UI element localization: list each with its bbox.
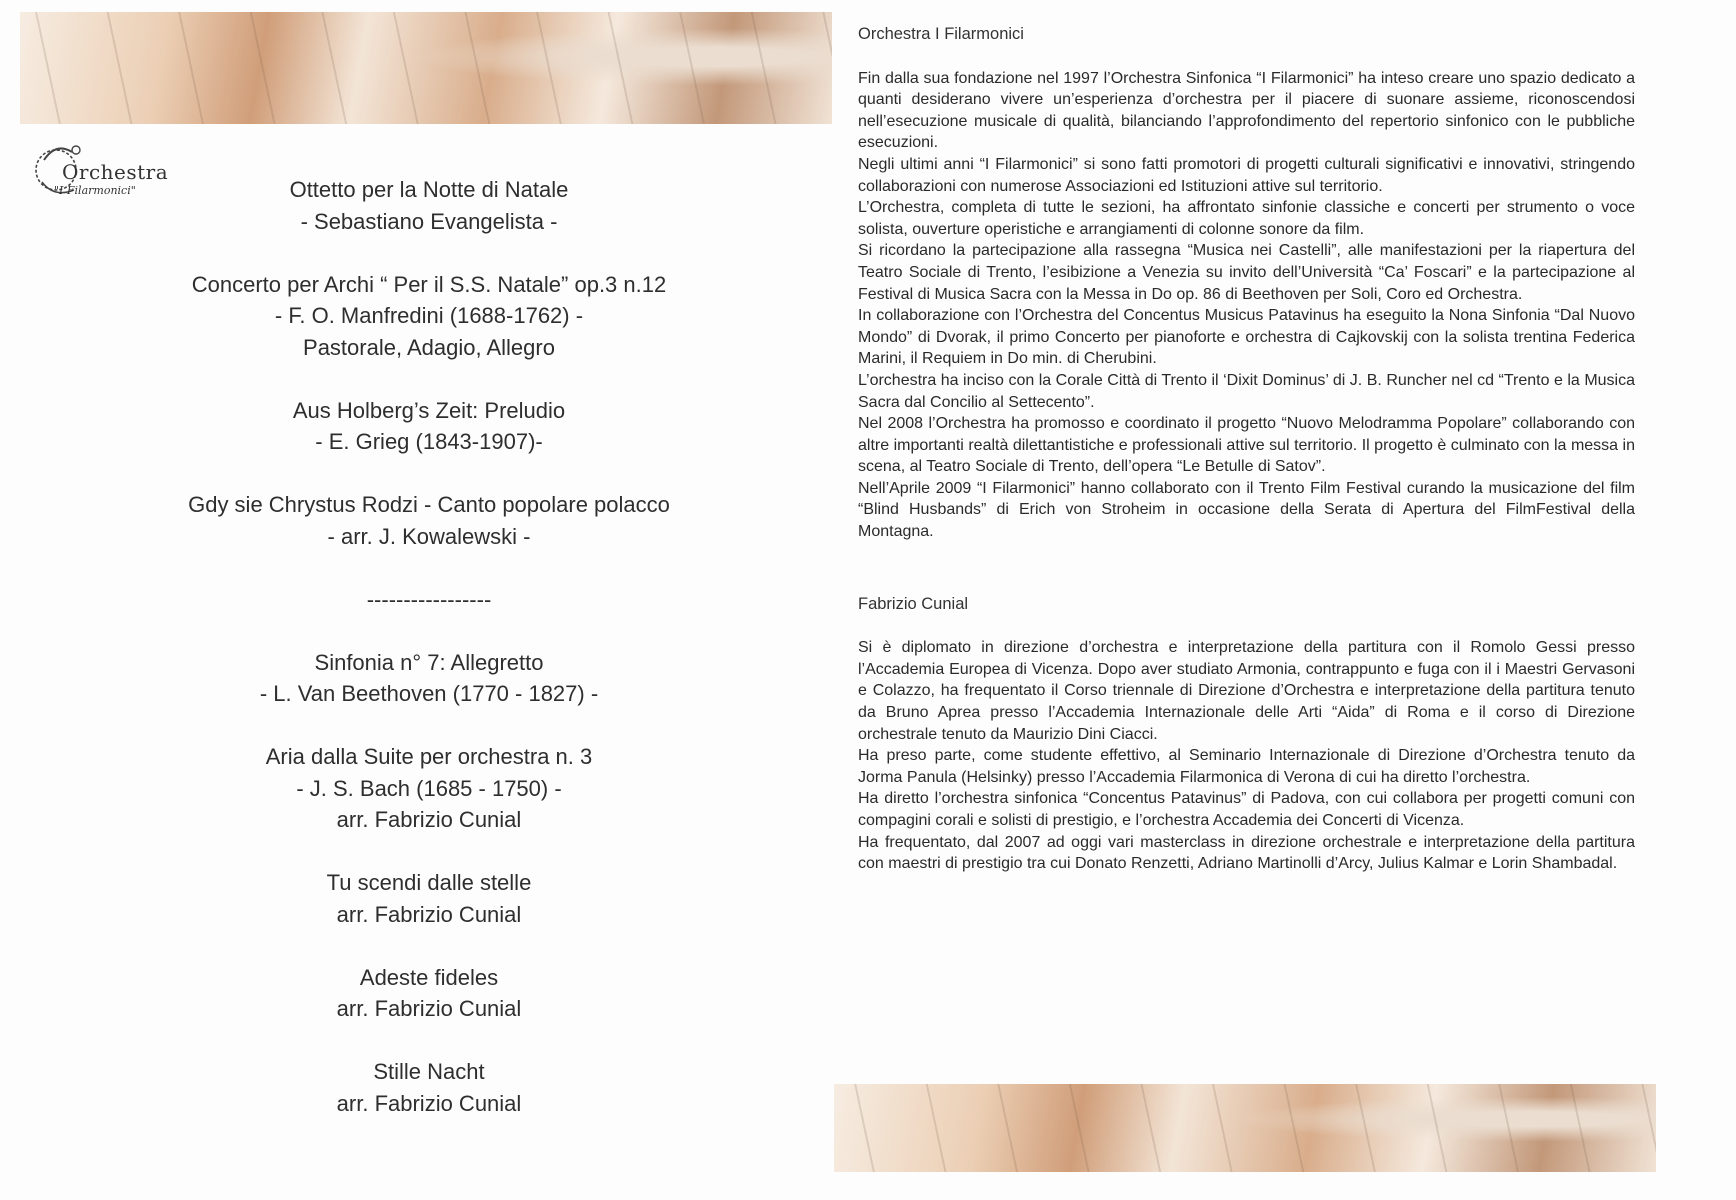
program-line: Gdy sie Chrystus Rodzi - Canto popolare polacco: [188, 492, 670, 517]
violin-banner-image: [834, 1084, 1656, 1172]
program-line: Stille Nacht: [373, 1059, 485, 1084]
program-line: Aus Holberg’s Zeit: Preludio: [292, 397, 566, 423]
program-item: [128, 647, 730, 710]
program-line: arr. Fabrizio Cunial: [336, 996, 522, 1021]
conductor-paragraph: Ha preso parte, come studente effettivo, al Seminario Internazionale di Direzione d’Orchestra tenuto da Jorma Panula (Helsinky) presso l’Accademia Filarmonica di Verona di cui ha diretto l’orchestra.: [858, 747, 1635, 786]
concert-program: [128, 174, 730, 1151]
program-item: [128, 269, 730, 364]
conductor-heading: Fabrizio Cunial: [858, 594, 969, 613]
logo-text-filarmonici: "I Filarmonici": [54, 184, 136, 197]
program-item: [128, 1056, 730, 1119]
program-line: arr. Fabrizio Cunial: [336, 807, 522, 832]
program-line: arr. Fabrizio Cunial: [336, 901, 522, 927]
program-line: - Sebastiano Evangelista -: [300, 208, 558, 234]
program-line: Ottetto per la Notte di Natale: [289, 177, 569, 202]
orchestra-paragraph: L’orchestra ha inciso con la Corale Città di Trento il ‘Dixit Dominus’ di J. B. Runcher nel cd “Trento e la Musica Sacra dal Concilio al Settecento”.: [858, 371, 1635, 411]
program-line: - arr. J. Kowalewski -: [327, 523, 531, 549]
orchestra-paragraph: Negli ultimi anni “I Filarmonici” si sono fatti promotori di progetti culturali significativi e innovativi, stringendo collaborazioni con numerose Associazioni ed Istituzioni attive sul territorio.: [858, 155, 1635, 195]
program-item: [128, 741, 730, 836]
orchestra-paragraph: L’Orchestra, completa di tutte le sezioni, ha affrontato sinfonie classiche e concerti per strumento o voce solista, ouverture operistiche e arrangiamenti di colonne sonore da film.: [858, 199, 1635, 238]
program-line: Sinfonia n° 7: Allegretto: [314, 649, 544, 675]
program-item: [128, 174, 730, 237]
program-line: Tu scendi dalle stelle: [326, 870, 532, 895]
program-line: - L. Van Beethoven (1770 - 1827) -: [259, 681, 599, 706]
logo-text-orchestra: Orchestra: [62, 160, 169, 184]
orchestra-paragraph: Nel 2008 l’Orchestra ha promosso e coordinato il progetto “Nuovo Melodramma Popolare” collaborando con altre importanti realtà dilettantistiche e professionali attive sul territorio. Il progetto è culminato con la messa in scena, al Teatro Sociale di Trento, dell’opera “Le Betulle di Satov”.: [858, 415, 1635, 476]
program-line: Concerto per Archi “ Per il S.S. Natale” op.3 n.12: [191, 271, 667, 297]
program-line: Pastorale, Adagio, Allegro: [303, 334, 555, 360]
program-item: [128, 867, 730, 930]
program-divider: -----------------: [366, 586, 492, 612]
orchestra-biography: [858, 68, 1635, 543]
conductor-paragraph: Ha frequentato, dal 2007 ad oggi vari masterclass in direzione orchestrale e interpretazione della partitura con maestri di prestigio tra cui Donato Renzetti, Adriano Martinolli d’Arcy, Julius Kalmar e Lorin Shambadal.: [858, 833, 1635, 873]
program-item: [128, 395, 730, 458]
program-line: - F. O. Manfredini (1688-1762) -: [274, 303, 584, 328]
program-item: [128, 489, 730, 552]
program-line: Aria dalla Suite per orchestra n. 3: [265, 744, 593, 769]
program-line: - J. S. Bach (1685 - 1750) -: [296, 775, 562, 801]
program-line: arr. Fabrizio Cunial: [336, 1090, 522, 1116]
conductor-paragraph: Ha diretto l’orchestra sinfonica “Concentus Patavinus” di Padova, con cui collabora per progetti comuni con compagini corali e solisti di prestigio, e l’orchestra Accademia dei Concerti di Vicenza.: [858, 790, 1635, 829]
violin-banner-image: [20, 12, 832, 124]
orchestra-paragraph: Nell’Aprile 2009 “I Filarmonici” hanno collaborato con il Trento Film Festival curando la musicazione del film “Blind Husbands” di Erich von Stroheim in occasione della Serata di Apertura del FilmFestival della Montagna.: [858, 479, 1635, 541]
orchestra-heading: Orchestra I Filarmonici: [858, 25, 1024, 43]
conductor-paragraph: Si è diplomato in direzione d’orchestra e interpretazione della partitura con il Romolo Gessi presso l’Accademia Europea di Vicenza. Dopo aver studiato Armonia, contrappunto e fuga con il i Maestri Gervasoni e Colazzo, ha frequentato il Corso triennale di Direzione d’Orchestra e interpretazione della partitura tenuto da Bruno Aprea presso l’Accademia Internazionale delle Arti “Aida” di Roma e il corso di Direzione orchestrale tenuto da Maurizio Dini Ciacci.: [858, 639, 1635, 743]
orchestra-paragraph: Fin dalla sua fondazione nel 1997 l’Orchestra Sinfonica “I Filarmonici” ha inteso creare uno spazio dedicato a quanti desiderano vivere un’esperienza d’orchestra per il piacere di suonare assieme, riconoscendosi nell’esecuzione musicale di qualità, bilanciando l’approfondimento del repertorio sinfonico con le pubbliche esecuzioni.: [858, 69, 1635, 152]
program-line: Adeste fideles: [359, 964, 499, 990]
biography-column: [858, 24, 1635, 875]
orchestra-paragraph: In collaborazione con l’Orchestra del Concentus Musicus Patavinus ha eseguito la Nona Sinfonia “Dal Nuovo Mondo” di Dvorak, il primo Concerto per pianoforte e orchestra di Cajkovskij con la solista trentina Federica Marini, il Requiem in Do min. di Cherubini.: [858, 307, 1635, 368]
program-line: - E. Grieg (1843-1907)-: [315, 429, 543, 454]
conductor-biography: [858, 594, 1635, 875]
orchestra-paragraph: Si ricordano la partecipazione alla rassegna “Musica nei Castelli”, alle manifestazioni per la riapertura del Teatro Sociale di Trento, l’esibizione a Venezia su invito dell’Università “Ca’ Foscari” e la partecipazione al Festival di Musica Sacra con la Messa in Do op. 86 di Beethoven per Soli, Coro ed Orchestra.: [858, 242, 1635, 303]
program-item: [128, 962, 730, 1025]
